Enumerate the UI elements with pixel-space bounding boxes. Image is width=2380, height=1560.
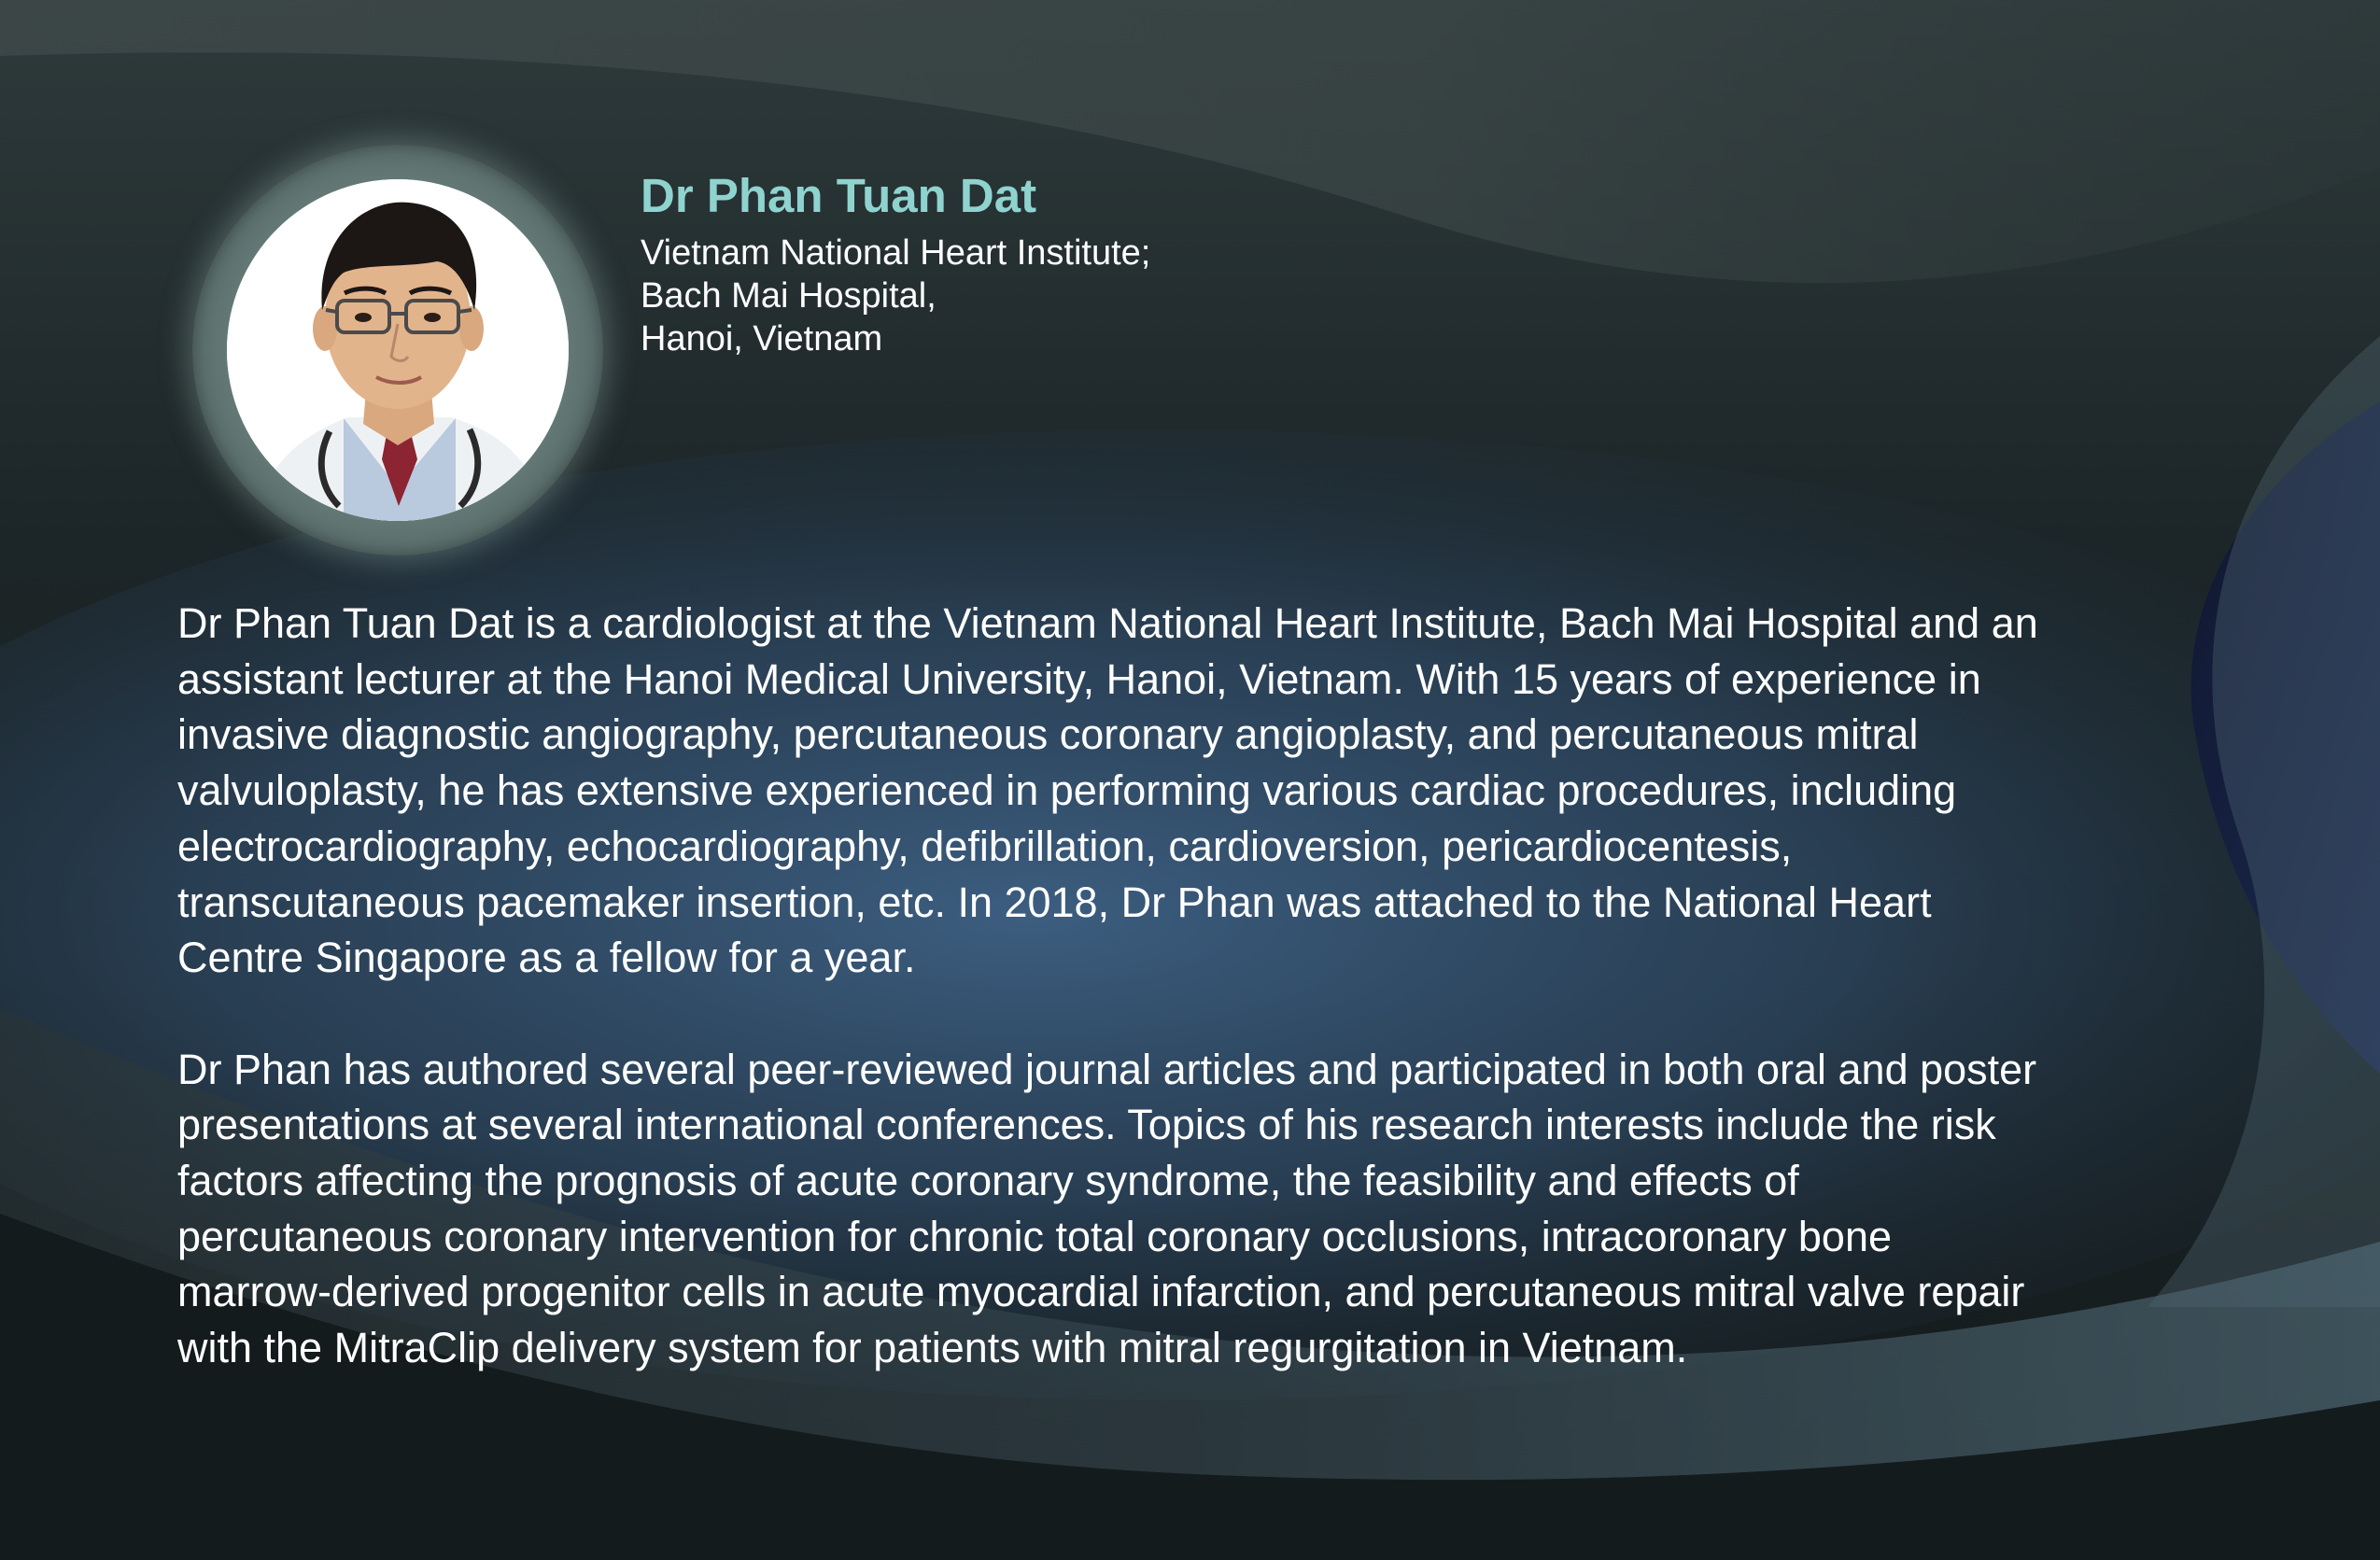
bio-line: presentations at several international conferences. Topics of his research interests include the risk (177, 1101, 1996, 1149)
affiliation-line: Bach Mai Hospital, (641, 276, 937, 316)
affiliation-line: Hanoi, Vietnam (641, 319, 883, 358)
bio-paragraph-1 (177, 596, 2232, 986)
bio-paragraph-2 (177, 1042, 2232, 1376)
bio-line: percutaneous coronary intervention for chronic total coronary occlusions, intracoronary bone (177, 1212, 1892, 1260)
bio-line: marrow-derived progenitor cells in acute myocardial infarction, and percutaneous mitral valve repair (177, 1268, 2025, 1316)
bio-line: factors affecting the prognosis of acute coronary syndrome, the feasibility and effects of (177, 1157, 1799, 1205)
portrait-frame (192, 145, 603, 555)
speaker-bio (177, 596, 2232, 1376)
speaker-photo-icon (227, 179, 569, 521)
bio-line: Dr Phan has authored several peer-reviewed journal articles and participated in both oral and poster (177, 1045, 2037, 1093)
speaker-photo (227, 179, 569, 521)
bio-line: transcutaneous pacemaker insertion, etc. In 2018, Dr Phan was attached to the National Heart (177, 878, 1932, 926)
speaker-name: Dr Phan Tuan Dat (641, 169, 1037, 222)
bio-line: electrocardiography, echocardiography, defibrillation, cardioversion, pericardiocentesis, (177, 822, 1793, 870)
speaker-affiliation (641, 232, 1150, 360)
affiliation-line: Vietnam National Heart Institute; (641, 233, 1151, 273)
bio-line: invasive diagnostic angiography, percutaneous coronary angioplasty, and percutaneous mitral (177, 710, 1919, 759)
bio-line: Dr Phan Tuan Dat is a cardiologist at the Vietnam National Heart Institute, Bach Mai Hospital and an (177, 599, 2038, 647)
bio-line: Centre Singapore as a fellow for a year. (177, 934, 916, 982)
bio-line: with the MitraClip delivery system for patients with mitral regurgitation in Vietnam. (177, 1324, 1688, 1372)
bio-line: valvuloplasty, he has extensive experienced in performing various cardiac procedures, including (177, 766, 1957, 815)
bio-line: assistant lecturer at the Hanoi Medical University, Hanoi, Vietnam. With 15 years of experience in (177, 654, 1981, 703)
